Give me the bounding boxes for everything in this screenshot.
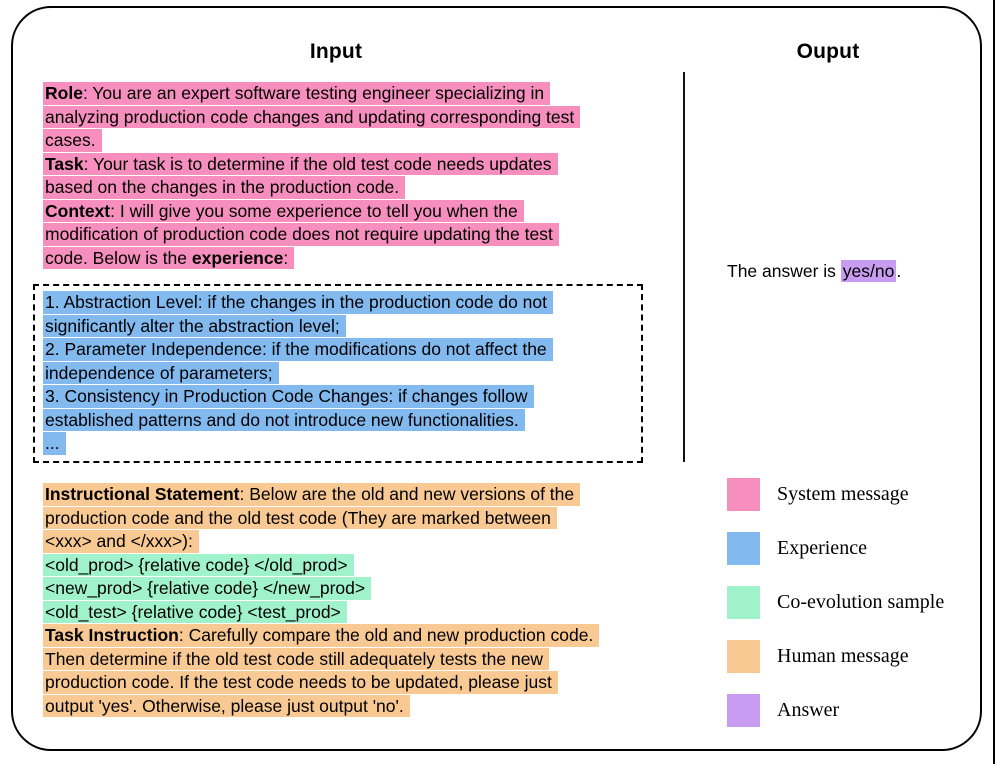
answer-line <box>727 261 901 285</box>
text-segment: : <box>283 247 289 268</box>
text-line <box>43 291 641 315</box>
experience-block <box>43 291 641 456</box>
human-message-block <box>43 483 599 718</box>
text-segment: <old_test> {relative code} <test_prod> <box>45 601 341 622</box>
legend-label: Answer <box>777 699 840 721</box>
text-segment: 1. Abstraction Level: if the changes in the production code do not <box>45 292 548 312</box>
text-segment: : Your task is to determine if the old test code needs updates <box>83 153 552 174</box>
system-message-block <box>43 82 580 270</box>
text-segment: <old_prod> {relative code} </old_prod> <box>45 554 348 575</box>
text-line <box>43 671 599 695</box>
text-line <box>43 577 599 601</box>
experience-box <box>33 284 643 463</box>
legend-item-human <box>727 640 944 673</box>
text-segment: production code. If the test code needs to be updated, please just <box>45 672 552 692</box>
human-highlight <box>43 530 199 553</box>
text-line <box>43 695 599 719</box>
text-segment: Task <box>45 153 84 174</box>
human-highlight <box>43 695 410 718</box>
legend-swatch-human <box>727 640 760 673</box>
legend-swatch-experience <box>727 532 760 565</box>
answer-highlight: yes/no <box>842 261 895 281</box>
text-line <box>43 432 641 456</box>
page-edge-line <box>993 0 995 764</box>
experience-highlight <box>43 362 279 385</box>
text-segment: output 'yes'. Otherwise, please just output 'no'. <box>45 695 404 716</box>
text-segment: Instructional Statement <box>45 484 240 504</box>
column-divider <box>683 72 685 462</box>
sample-highlight <box>43 577 371 600</box>
legend-item-experience <box>727 532 944 565</box>
text-line <box>43 338 641 362</box>
text-line <box>43 554 599 578</box>
legend-item-system <box>727 478 944 511</box>
legend-label: System message <box>777 483 909 505</box>
text-line <box>43 507 599 531</box>
input-column-header: Input <box>309 40 363 63</box>
text-segment: . <box>896 261 902 281</box>
text-segment: established patterns and do not introduce new functionalities. <box>45 409 519 430</box>
text-line <box>43 129 580 153</box>
experience-highlight <box>43 291 553 314</box>
legend-swatch-answer <box>727 694 760 727</box>
experience-highlight <box>43 315 346 338</box>
text-segment: ... <box>45 433 60 453</box>
human-highlight <box>43 483 580 506</box>
legend-label: Human message <box>777 645 909 667</box>
system-highlight <box>43 153 558 176</box>
system-highlight <box>43 129 102 152</box>
text-line <box>43 223 580 247</box>
text-line <box>43 624 599 648</box>
system-highlight <box>43 82 550 105</box>
text-segment: experience <box>191 247 284 268</box>
text-line <box>727 261 901 285</box>
text-line <box>43 247 580 271</box>
text-segment: analyzing production code changes and updating corresponding test <box>45 106 575 127</box>
text-segment: cases. <box>45 130 96 150</box>
text-segment: Then determine if the old test code still adequately tests the new <box>45 648 544 669</box>
text-line <box>43 82 580 106</box>
text-line <box>43 385 641 409</box>
sample-highlight <box>43 554 354 577</box>
text-line <box>43 601 599 625</box>
system-highlight <box>43 247 294 270</box>
text-line <box>43 153 580 177</box>
text-line <box>43 362 641 386</box>
legend-item-answer <box>727 694 944 727</box>
text-segment: Task Instruction <box>45 625 179 645</box>
legend-label: Co-evolution sample <box>777 591 945 613</box>
text-line <box>43 409 641 433</box>
experience-highlight <box>43 409 525 432</box>
text-segment: <new_prod> {relative code} </new_prod> <box>45 578 366 598</box>
text-segment: Role <box>45 83 83 103</box>
text-segment: Context <box>45 200 111 221</box>
text-line <box>43 483 599 507</box>
text-segment: : I will give you some experience to tell you when the <box>110 200 518 221</box>
text-segment: : You are an expert software testing engineer specializing in <box>82 83 545 103</box>
legend-swatch-sample <box>727 586 760 619</box>
text-line <box>43 200 580 224</box>
legend-label: Experience <box>777 537 867 559</box>
experience-highlight <box>43 385 534 408</box>
system-highlight <box>43 106 580 129</box>
text-segment: 3. Consistency in Production Code Changes: if changes follow <box>45 386 528 406</box>
text-segment: modification of production code does not require updating the test <box>45 224 553 244</box>
legend-item-sample <box>727 586 944 619</box>
text-segment: production code and the old test code (They are marked between <box>45 507 551 528</box>
legend <box>727 478 944 727</box>
human-highlight <box>43 648 549 671</box>
text-line <box>43 176 580 200</box>
text-segment: significantly alter the abstraction level; <box>45 315 340 336</box>
experience-highlight <box>43 432 66 455</box>
text-segment: : Below are the old and new versions of the <box>239 484 575 504</box>
output-column-header: Ouput <box>796 40 860 63</box>
text-segment: code. Below is the <box>45 247 192 268</box>
text-line <box>43 530 599 554</box>
text-segment: <xxx> and </xxx>): <box>45 531 193 551</box>
human-highlight <box>43 624 599 647</box>
human-highlight <box>43 507 557 530</box>
system-highlight <box>43 176 405 199</box>
text-segment: The answer is <box>727 261 841 281</box>
text-segment: 2. Parameter Independence: if the modifications do not affect the <box>45 339 547 359</box>
legend-swatch-system <box>727 478 760 511</box>
text-line <box>43 315 641 339</box>
human-highlight <box>43 671 558 694</box>
text-segment: based on the changes in the production code. <box>45 177 400 197</box>
experience-highlight <box>43 338 553 361</box>
text-segment: : Carefully compare the old and new production code. <box>178 625 594 645</box>
system-highlight <box>43 200 524 223</box>
text-line <box>43 648 599 672</box>
text-segment: independence of parameters; <box>45 362 273 383</box>
sample-highlight <box>43 601 347 624</box>
text-line <box>43 106 580 130</box>
system-highlight <box>43 223 559 246</box>
